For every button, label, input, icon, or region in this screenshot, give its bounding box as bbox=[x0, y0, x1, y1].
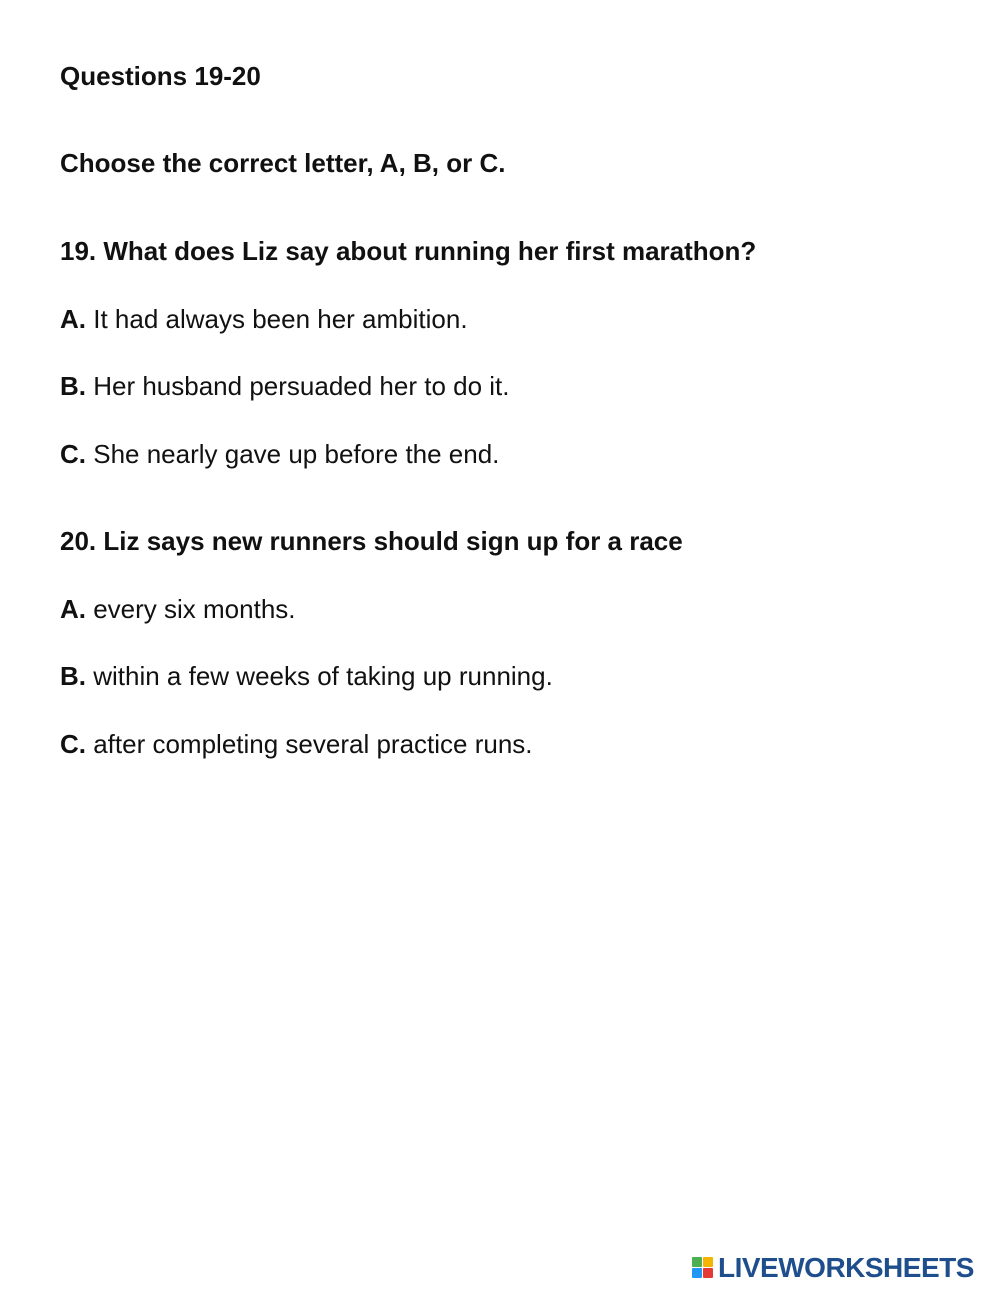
liveworksheets-brand bbox=[692, 1252, 974, 1284]
option-letter: B. bbox=[60, 661, 86, 691]
option-letter: C. bbox=[60, 439, 86, 469]
option-text: She nearly gave up before the end. bbox=[86, 439, 500, 469]
option-letter: A. bbox=[60, 594, 86, 624]
question-19-option-b[interactable] bbox=[60, 369, 510, 403]
option-text: within a few weeks of taking up running. bbox=[86, 661, 553, 691]
logo-square-icon bbox=[703, 1268, 713, 1278]
section-title: Questions 19-20 bbox=[60, 61, 261, 91]
logo-square-icon bbox=[703, 1257, 713, 1267]
question-20-option-a[interactable] bbox=[60, 592, 296, 626]
question-20-option-b[interactable] bbox=[60, 659, 553, 693]
instructions: Choose the correct letter, A, B, or C. bbox=[60, 148, 506, 178]
brand-name: LIVEWORKSHEETS bbox=[718, 1252, 974, 1283]
option-letter: B. bbox=[60, 371, 86, 401]
question-20-option-c[interactable] bbox=[60, 727, 533, 761]
question-19-prompt: 19. What does Liz say about running her first marathon? bbox=[60, 236, 757, 266]
liveworksheets-logo-icon bbox=[692, 1257, 714, 1279]
option-text: Her husband persuaded her to do it. bbox=[86, 371, 510, 401]
logo-square-icon bbox=[692, 1268, 702, 1278]
option-letter: A. bbox=[60, 304, 86, 334]
logo-square-icon bbox=[692, 1257, 702, 1267]
question-19-option-c[interactable] bbox=[60, 437, 499, 471]
question-20-prompt: 20. Liz says new runners should sign up for a race bbox=[60, 526, 683, 556]
option-text: after completing several practice runs. bbox=[86, 729, 533, 759]
option-text: It had always been her ambition. bbox=[86, 304, 468, 334]
option-text: every six months. bbox=[86, 594, 296, 624]
option-letter: C. bbox=[60, 729, 86, 759]
question-19-option-a[interactable] bbox=[60, 302, 468, 336]
